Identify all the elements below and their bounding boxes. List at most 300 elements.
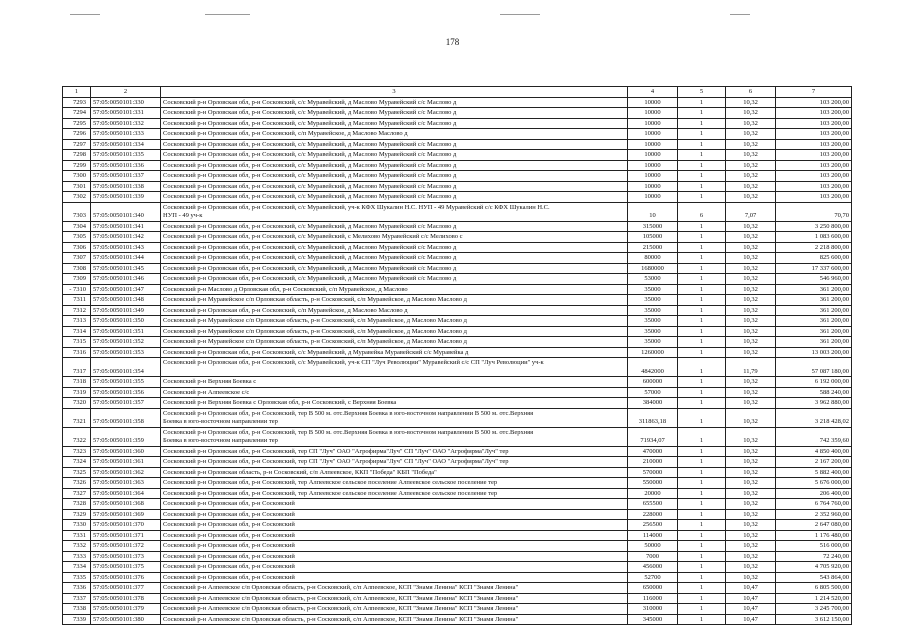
row-number: 7327 [63,488,91,499]
row-number: 7302 [63,192,91,203]
column-header: 5 [678,87,726,98]
table-row [63,457,852,468]
area-value: 53000 [628,274,678,285]
cadastral-number: 57:05:0050101:359 [91,427,161,446]
table-row [63,284,852,295]
row-number: 7315 [63,337,91,348]
total-value: 2 218 800,00 [776,242,852,253]
area-value: 655500 [628,499,678,510]
cadastral-number: 57:05:0050101:347 [91,284,161,295]
cadastral-number: 57:05:0050101:332 [91,118,161,129]
table-row [63,427,852,446]
total-value: 588 240,00 [776,387,852,398]
rate-value: 10,32 [726,108,776,119]
count-value: 1 [678,509,726,520]
area-value: 10000 [628,118,678,129]
rate-value: 10,32 [726,181,776,192]
row-number: 7311 [63,295,91,306]
table-row [63,181,852,192]
rate-value: 10,32 [726,572,776,583]
row-number: 7312 [63,305,91,316]
area-value: 80000 [628,253,678,264]
total-value: 1 083 600,00 [776,232,852,243]
total-value: 361 200,00 [776,284,852,295]
rate-value: 10,32 [726,139,776,150]
area-value: 10000 [628,139,678,150]
table-row [63,295,852,306]
cadastral-number: 57:05:0050101:351 [91,326,161,337]
column-header: 7 [776,87,852,98]
total-value: 361 200,00 [776,295,852,306]
area-value: 10000 [628,192,678,203]
rate-value: 10,32 [726,520,776,531]
area-value: 210000 [628,457,678,468]
location-text: Сосковский р-н Орловская обл, р-н Сосковский, с/с Муравейский, д Маслово Муравейский с/с Маслово д [161,108,628,119]
location-text: Сосковский р-н Орловская обл, р-н Сосковский, тер В 500 м. отс.Верхняя Боевка в юго-восточном направлении В 500 м. отс.Верхняя [163,409,534,417]
total-value: 516 000,00 [776,541,852,552]
count-value: 1 [678,377,726,388]
area-value: 35000 [628,337,678,348]
table-row [63,467,852,478]
location-text: Сосковский р-н Муравейское с/п Орловская область, р-н Сосковский, с/п Муравейское, д Маслово Маслово д [161,337,628,348]
table-row [63,129,852,140]
cadastral-number: 57:05:0050101:338 [91,181,161,192]
total-value: 103 200,00 [776,160,852,171]
area-value: 35000 [628,316,678,327]
cadastral-number: 57:05:0050101:331 [91,108,161,119]
area-value: 1680000 [628,263,678,274]
cadastral-number: 57:05:0050101:340 [91,202,161,221]
cadastral-number: 57:05:0050101:346 [91,274,161,285]
count-value: 1 [678,583,726,594]
total-value: 3 250 800,00 [776,221,852,232]
area-value: 228000 [628,509,678,520]
cadastral-number: 57:05:0050101:349 [91,305,161,316]
table-row [63,171,852,182]
rate-value: 10,32 [726,326,776,337]
location-text: Сосковский р-н Орловская обл, р-н Сосковский, тер Алпеевское сельское поселение Алпеевское сельское поселение тер [161,488,628,499]
cadastral-number: 57:05:0050101:362 [91,467,161,478]
rate-value: 7,07 [726,202,776,221]
count-value: 1 [678,562,726,573]
area-value: 345000 [628,614,678,625]
table-row [63,150,852,161]
column-header: 1 [63,87,91,98]
row-number: 7335 [63,572,91,583]
cadastral-number: 57:05:0050101:330 [91,97,161,108]
total-value: 206 400,00 [776,488,852,499]
area-value: 35000 [628,295,678,306]
rate-value: 10,32 [726,562,776,573]
rate-value: 10,32 [726,509,776,520]
count-value: 1 [678,614,726,625]
rate-value: 10,47 [726,583,776,594]
row-number: - 7310 [63,284,91,295]
total-value: 103 200,00 [776,108,852,119]
rate-value: 10,32 [726,118,776,129]
row-number: 7293 [63,97,91,108]
location-text: Сосковский р-н Орловская обл, р-н Сосковский, тер Алпеевское сельское поселение Алпеевское сельское поселение тер [161,478,628,489]
table-row [63,488,852,499]
count-value: 1 [678,427,726,446]
cadastral-number: 57:05:0050101:377 [91,583,161,594]
rate-value: 10,32 [726,530,776,541]
row-number: 7305 [63,232,91,243]
rate-value: 10,32 [726,242,776,253]
location-text: Сосковский р-н Верхняя Боевка с Орловская обл, р-н Сосковский, с Верхняя Боевка [161,398,628,409]
row-number: 7309 [63,274,91,285]
cadastral-number: 57:05:0050101:357 [91,398,161,409]
count-value: 1 [678,118,726,129]
row-number: 7320 [63,398,91,409]
area-value: 1260000 [628,347,678,358]
location-text: Сосковский р-н Орловская обл, р-н Сосковский, с/с Муравейский, д Маслово Муравейский с/с Маслово д [161,181,628,192]
table-row [63,358,852,377]
area-value: 456000 [628,562,678,573]
total-value: 3 962 880,00 [776,398,852,409]
count-value: 1 [678,129,726,140]
total-value: 4 850 400,00 [776,446,852,457]
count-value: 1 [678,604,726,615]
rate-value: 10,47 [726,604,776,615]
total-value: 103 200,00 [776,181,852,192]
rate-value: 10,32 [726,488,776,499]
row-number: 7301 [63,181,91,192]
count-value: 1 [678,232,726,243]
table-row [63,520,852,531]
total-value: 546 960,00 [776,274,852,285]
row-number: 7295 [63,118,91,129]
scan-artifact [205,14,250,15]
area-value: 35000 [628,284,678,295]
rate-value: 10,32 [726,295,776,306]
count-value: 1 [678,408,726,427]
total-value: 3 612 150,00 [776,614,852,625]
rate-value: 10,32 [726,232,776,243]
total-value: 4 705 920,00 [776,562,852,573]
row-number: 7328 [63,499,91,510]
row-number: 7299 [63,160,91,171]
total-value: 361 200,00 [776,337,852,348]
total-value: 103 200,00 [776,97,852,108]
cadastral-number: 57:05:0050101:372 [91,541,161,552]
table-row [63,232,852,243]
area-value: 10000 [628,129,678,140]
location-text-continued: Боевка в юго-восточном направлении тер [163,437,278,444]
area-value: 10000 [628,171,678,182]
cadastral-number: 57:05:0050101:358 [91,408,161,427]
rate-value: 10,32 [726,541,776,552]
cadastral-number: 57:05:0050101:376 [91,572,161,583]
location-text: Сосковский р-н Орловская обл, р-н Сосковский, тер СП "Луч" ОАО "Агрофирма"Луч" СП "Луч" ОАО "Агрофирма"Луч" тер [161,446,628,457]
total-value: 742 359,60 [776,427,852,446]
row-number: 7330 [63,520,91,531]
row-number: 7329 [63,509,91,520]
cadastral-number: 57:05:0050101:335 [91,150,161,161]
column-header: 6 [726,87,776,98]
area-value: 650000 [628,583,678,594]
count-value: 1 [678,499,726,510]
count-value: 1 [678,457,726,468]
table-row [63,274,852,285]
location-text: Сосковский р-н Орловская обл, р-н Сосковский [161,530,628,541]
row-number: 7333 [63,551,91,562]
count-value: 1 [678,295,726,306]
rate-value: 10,32 [726,150,776,161]
total-value: 6 805 500,00 [776,583,852,594]
rate-value: 10,32 [726,398,776,409]
location-text: Сосковский р-н Орловская обл, р-н Сосковский [161,520,628,531]
location-text: Сосковский р-н Орловская обл, р-н Сосковский, с/с Муравейский, д Маслово Муравейский с/с Маслово д [161,242,628,253]
count-value: 1 [678,446,726,457]
cadastral-number: 57:05:0050101:380 [91,614,161,625]
area-value: 600000 [628,377,678,388]
rate-value: 10,47 [726,593,776,604]
count-value: 1 [678,150,726,161]
count-value: 1 [678,160,726,171]
total-value: 825 600,00 [776,253,852,264]
total-value: 103 200,00 [776,129,852,140]
scan-artifact [730,14,750,15]
location-text-continued [163,368,625,377]
table-row [63,499,852,510]
row-number: 7338 [63,604,91,615]
area-value: 35000 [628,326,678,337]
rate-value: 10,32 [726,427,776,446]
table-row [63,604,852,615]
count-value: 1 [678,171,726,182]
table-row [63,192,852,203]
area-value: 215000 [628,242,678,253]
row-number: 7324 [63,457,91,468]
table-row [63,253,852,264]
table-row [63,108,852,119]
count-value: 1 [678,192,726,203]
cadastral-number: 57:05:0050101:363 [91,478,161,489]
row-number: 7316 [63,347,91,358]
count-value: 1 [678,108,726,119]
area-value: 10000 [628,108,678,119]
table-row [63,263,852,274]
rate-value: 10,32 [726,387,776,398]
page-number: 178 [445,37,460,47]
area-value: 10000 [628,97,678,108]
total-value: 361 200,00 [776,316,852,327]
cadastral-number: 57:05:0050101:336 [91,160,161,171]
location-text: Сосковский р-н Орловская обл, р-н Сосковский [161,499,628,510]
table-row [63,593,852,604]
row-number: 7322 [63,427,91,446]
cadastral-number: 57:05:0050101:371 [91,530,161,541]
location-cell [161,408,628,427]
table-row [63,530,852,541]
rate-value: 10,47 [726,614,776,625]
table-row [63,408,852,427]
row-number: 7304 [63,221,91,232]
row-number: 7318 [63,377,91,388]
location-text: Сосковский р-н Алпеевское с/п Орловская область, р-н Сосковский, с/п Алпеевское, КСП "Знамя Ленина" КСП "Знамя Ленина" [161,583,628,594]
count-value: 1 [678,358,726,377]
count-value: 1 [678,97,726,108]
row-number: 7326 [63,478,91,489]
scan-artifact [70,14,100,15]
cadastral-number: 57:05:0050101:355 [91,377,161,388]
rate-value: 10,32 [726,253,776,264]
location-text: Сосковский р-н Орловская обл, р-н Сосковский, с/с Муравейский, д Муравейка Муравейский с/с Муравейка д [161,347,628,358]
rate-value: 10,32 [726,263,776,274]
location-text: Сосковский р-н Муравейское с/п Орловская область, р-н Сосковский, с/п Муравейское, д Маслово Маслово д [161,295,628,306]
table-row [63,337,852,348]
count-value: 1 [678,274,726,285]
area-value: 311863,18 [628,408,678,427]
count-value: 1 [678,316,726,327]
row-number: 7308 [63,263,91,274]
cadastral-number: 57:05:0050101:345 [91,263,161,274]
location-text: Сосковский р-н Орловская обл, р-н Сосковский, с/п Муравейское, д Маслово Маслово д [161,305,628,316]
table-row [63,614,852,625]
table-row [63,583,852,594]
location-text: Сосковский р-н Орловская обл, р-н Сосковский, с/с Муравейский, уч-к СП "Луч Революции" Муравейский с/с СП "Луч Революции" уч-к [163,359,544,366]
total-value: 361 200,00 [776,326,852,337]
table-row [63,139,852,150]
area-value: 35000 [628,305,678,316]
cadastral-table [62,86,852,625]
location-cell [161,427,628,446]
area-value: 105000 [628,232,678,243]
area-value: 20000 [628,488,678,499]
table-row [63,160,852,171]
row-number: 7339 [63,614,91,625]
total-value: 103 200,00 [776,150,852,161]
area-value: 550000 [628,478,678,489]
row-number: 7334 [63,562,91,573]
cadastral-number: 57:05:0050101:342 [91,232,161,243]
table-row [63,305,852,316]
rate-value: 10,32 [726,160,776,171]
location-text: Сосковский р-н Орловская область, р-н Сосковский, с/п Алпеевское, ККП "Победа" КБП "Победа" [161,467,628,478]
location-text: Сосковский р-н Орловская обл, р-н Сосковский, с/п Муравейское, д Маслово Маслово д [161,129,628,140]
cadastral-number: 57:05:0050101:368 [91,499,161,510]
total-value: 6 192 000,00 [776,377,852,388]
area-value: 310000 [628,604,678,615]
location-text: Сосковский р-н Орловская обл, р-н Сосковский, с/с Муравейский, д Маслово Муравейский с/с Маслово д [161,118,628,129]
count-value: 1 [678,387,726,398]
location-text: Сосковский р-н Верхняя Боевка с [161,377,628,388]
area-value: 10000 [628,160,678,171]
cadastral-number: 57:05:0050101:370 [91,520,161,531]
cadastral-number: 57:05:0050101:350 [91,316,161,327]
row-number: 7336 [63,583,91,594]
area-value: 52700 [628,572,678,583]
column-header: 4 [628,87,678,98]
row-number: 7306 [63,242,91,253]
cadastral-number: 57:05:0050101:353 [91,347,161,358]
location-text: Сосковский р-н Орловская обл, р-н Сосковский, с/с Муравейский, д Маслово Муравейский с/с Маслово д [161,221,628,232]
rate-value: 10,32 [726,284,776,295]
location-text: Сосковский р-н Орловская обл, р-н Сосковский, тер СП "Луч" ОАО "Агрофирма"Луч" СП "Луч" ОАО "Агрофирма"Луч" тер [161,457,628,468]
cadastral-number: 57:05:0050101:379 [91,604,161,615]
location-text: Сосковский р-н Орловская обл, р-н Сосковский, с/с Муравейский, д Маслово Муравейский с/с Маслово д [161,150,628,161]
location-text: Сосковский р-н Алпеевское с/п Орловская область, р-н Сосковский, с/п Алпеевское, КСП "Знамя Ленина" КСП "Знамя Ленина" [161,604,628,615]
cadastral-number: 57:05:0050101:334 [91,139,161,150]
total-value: 1 176 480,00 [776,530,852,541]
rate-value: 10,32 [726,347,776,358]
table-row [63,398,852,409]
location-text: Сосковский р-н Орловская обл, р-н Сосковский [161,541,628,552]
location-text: Сосковский р-н Муравейское с/п Орловская область, р-н Сосковский, с/п Муравейское, д Маслово Маслово д [161,316,628,327]
row-number: 7314 [63,326,91,337]
area-value: 10000 [628,150,678,161]
table-row [63,97,852,108]
rate-value: 10,32 [726,192,776,203]
location-text: Сосковский р-н Орловская обл, р-н Сосковский, тер В 500 м. отс.Верхняя Боевка в юго-восточном направлении В 500 м. отс.Верхняя [163,428,534,436]
table-row [63,316,852,327]
location-text: Сосковский р-н Орловская обл, р-н Сосковский, с/с Муравейский, д Маслово Муравейский с/с Маслово д [161,274,628,285]
location-text: Сосковский р-н Орловская обл, р-н Сосковский, с/с Муравейский, д Маслово Муравейский с/с Маслово д [161,263,628,274]
total-value: 5 676 000,00 [776,478,852,489]
table-row [63,446,852,457]
location-text: Сосковский р-н Маслово д Орловская обл, р-н Сосковский, с/п Муравейское, д Маслово [161,284,628,295]
rate-value: 10,32 [726,551,776,562]
rate-value: 10,32 [726,305,776,316]
row-number: 7332 [63,541,91,552]
total-value: 543 864,00 [776,572,852,583]
cadastral-number: 57:05:0050101:344 [91,253,161,264]
count-value: 1 [678,593,726,604]
count-value: 1 [678,551,726,562]
total-value: 17 337 600,00 [776,263,852,274]
area-value: 71934,07 [628,427,678,446]
row-number: 7317 [63,358,91,377]
area-value: 470000 [628,446,678,457]
rate-value: 10,32 [726,274,776,285]
count-value: 1 [678,253,726,264]
area-value: 50000 [628,541,678,552]
total-value: 72 240,00 [776,551,852,562]
table-row [63,478,852,489]
count-value: 1 [678,221,726,232]
table-row [63,377,852,388]
rate-value: 10,32 [726,408,776,427]
count-value: 1 [678,181,726,192]
count-value: 1 [678,488,726,499]
row-number: 7337 [63,593,91,604]
total-value: 103 200,00 [776,118,852,129]
total-value: 2 352 960,00 [776,509,852,520]
total-value: 5 882 400,00 [776,467,852,478]
row-number: 7323 [63,446,91,457]
location-text: Сосковский р-н Орловская обл, р-н Сосковский [161,509,628,520]
row-number: 7298 [63,150,91,161]
location-text: Сосковский р-н Алпеевское с/п Орловская область, р-н Сосковский, с/п Алпеевское, КСП "Знамя Ленина" КСП "Знамя Ленина" [161,614,628,625]
cadastral-number: 57:05:0050101:373 [91,551,161,562]
location-text-continued: НУП - 49 уч-к [163,212,203,219]
area-value: 116000 [628,593,678,604]
location-text: Сосковский р-н Алпеевское с/с [161,387,628,398]
table-row [63,551,852,562]
area-value: 384000 [628,398,678,409]
total-value: 3 245 700,00 [776,604,852,615]
cadastral-number: 57:05:0050101:354 [91,358,161,377]
table-row [63,221,852,232]
table-row [63,541,852,552]
table-row [63,242,852,253]
rate-value: 10,32 [726,467,776,478]
area-value: 315000 [628,221,678,232]
cadastral-number: 57:05:0050101:360 [91,446,161,457]
total-value: 70,70 [776,202,852,221]
count-value: 1 [678,305,726,316]
